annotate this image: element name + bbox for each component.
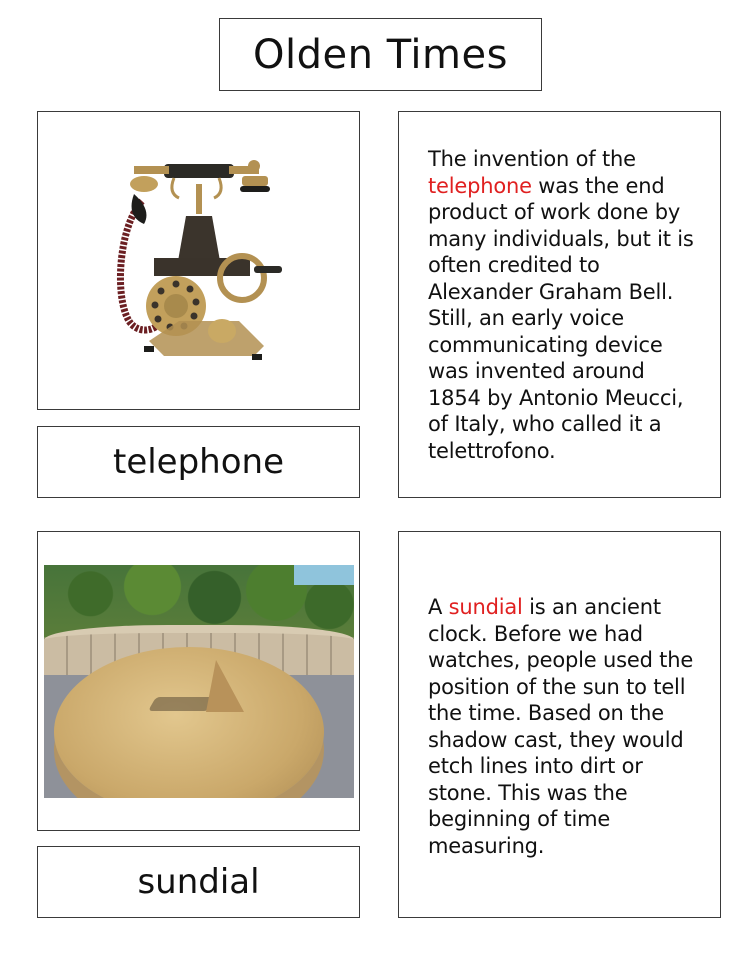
sundial-label: sundial [137,862,260,902]
title-box [219,18,542,91]
description-text: is an ancient clock. Before we had watches, people used the position of the sun to tell the time. Based on the shadow cast, they would etch lines into dirt or stone. This was the beginning of time measuring. [428,595,694,858]
highlighted-word: sundial [448,595,523,619]
page-title: Olden Times [253,31,508,78]
sundial-image [44,565,354,798]
telephone-image-card [37,111,360,410]
telephone-label-card [37,426,360,498]
telephone-description [428,146,698,464]
sundial-label-card [37,846,360,918]
telephone-image [104,146,294,376]
sundial-description [428,594,698,859]
description-text: The invention of the [428,147,636,171]
sundial-description-card [398,531,721,918]
description-text: was the end product of work done by many individuals, but it is often credited to Alexander Graham Bell. Still, an early voice communicating device was invented around 1854 by Antonio Meucci, of Italy, who called it a telettrofono. [428,173,694,463]
highlighted-word: telephone [428,173,532,198]
sundial-image-card [37,531,360,831]
telephone-description-card [398,111,721,498]
description-text: A [428,595,449,619]
telephone-label: telephone [112,442,284,482]
